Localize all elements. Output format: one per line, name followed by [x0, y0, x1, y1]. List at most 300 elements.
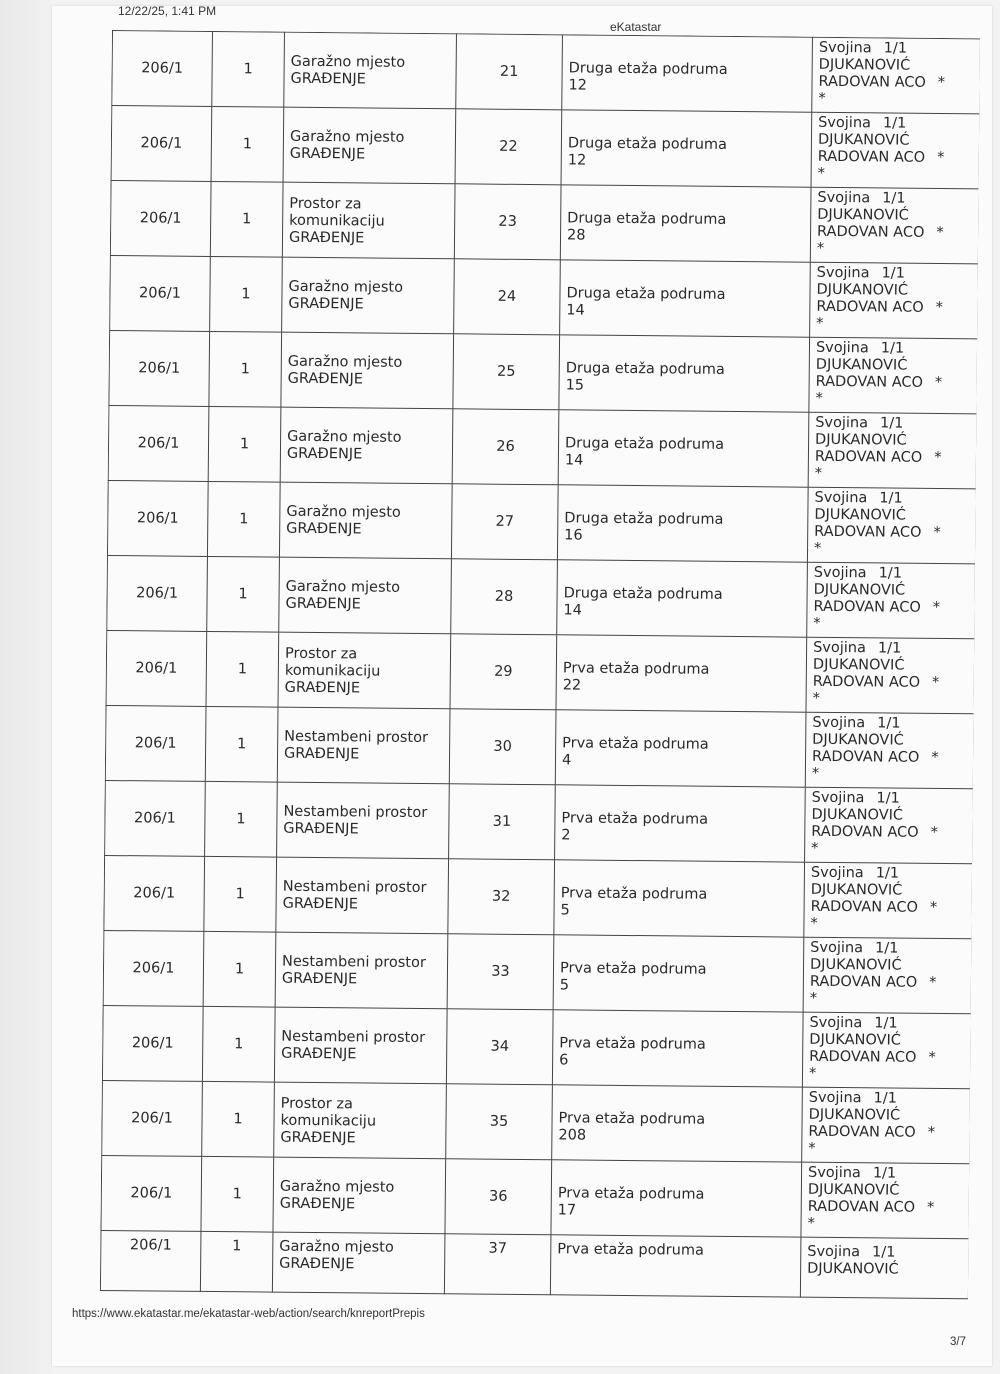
- asterisk-mark-2: *: [808, 1140, 816, 1157]
- floor-level-cell: [556, 635, 807, 712]
- parcel-number-cell: 206/1: [101, 1155, 202, 1231]
- description-cell: [272, 1232, 445, 1294]
- right-type: Svojina: [815, 339, 869, 357]
- description-line: Garažno mjesto: [287, 353, 403, 371]
- table-row: [108, 405, 977, 488]
- right-type: Svojina: [813, 639, 866, 657]
- asterisk-mark: *: [926, 1199, 935, 1216]
- table-row: [104, 855, 973, 938]
- owner-name-line: [812, 749, 967, 767]
- description-line: Nestambeni prostor: [283, 803, 428, 822]
- asterisk-mark-2: *: [811, 840, 819, 857]
- floor-level-text: Druga etaža podruma: [568, 60, 728, 78]
- table-row: [111, 106, 980, 189]
- floor-level-text: Druga etaža podruma: [563, 585, 723, 603]
- unit-number-cell: 27: [451, 484, 558, 560]
- owner-name-line: [813, 674, 968, 692]
- table-row: [102, 1080, 971, 1163]
- description-line: GRAĐENJE: [283, 820, 359, 838]
- area-value: 5: [560, 902, 570, 919]
- unit-number-cell: 26: [452, 409, 559, 485]
- parcel-number-cell: 206/1: [110, 180, 211, 256]
- owner-given-name: RADOVAN ACO: [807, 1198, 916, 1216]
- table-row: [107, 480, 976, 563]
- ownership-share: 1/1: [882, 190, 906, 207]
- asterisk-mark: *: [927, 1124, 936, 1141]
- area-value: 4: [561, 752, 572, 769]
- parcel-number-cell: 206/1: [112, 31, 213, 107]
- parcel-number-cell: 206/1: [103, 930, 204, 1006]
- ownership-share: 1/1: [879, 415, 904, 432]
- floor-level-cell: [562, 35, 813, 112]
- ownership-type-line: [818, 115, 973, 133]
- description-line: komunikaciju: [289, 212, 385, 230]
- unit-number-cell: 22: [455, 109, 562, 185]
- owner-surname: DJUKANOVIĆ: [813, 581, 906, 599]
- description-line: GRAĐENJE: [284, 679, 361, 696]
- description-line: GRAĐENJE: [287, 370, 364, 388]
- area-value: 12: [567, 152, 587, 169]
- owner-name-line: [811, 824, 966, 842]
- asterisk-mark: *: [928, 1049, 936, 1066]
- asterisk-mark: *: [932, 674, 940, 691]
- area-value: 16: [564, 527, 583, 544]
- area-value: 22: [562, 677, 582, 694]
- area-value: 208: [558, 1127, 587, 1144]
- part-number-cell: 1: [205, 706, 278, 782]
- floor-level-cell: [560, 185, 811, 262]
- owner-given-name: RADOVAN ACO: [817, 148, 926, 166]
- owner-given-name: RADOVAN ACO: [815, 373, 924, 391]
- asterisk-mark-2: *: [816, 240, 825, 257]
- ownership-cell: [804, 862, 973, 939]
- description-cell: [282, 182, 455, 259]
- ownership-cell: [811, 112, 980, 189]
- ownership-cell: [800, 1237, 969, 1299]
- description-line: GRAĐENJE: [286, 520, 362, 538]
- ownership-share: 1/1: [880, 340, 905, 357]
- ownership-type-line: [809, 1015, 964, 1033]
- description-line: GRAĐENJE: [285, 595, 361, 613]
- description-line: Garažno mjesto: [279, 1238, 394, 1256]
- unit-number-cell: 24: [454, 259, 561, 335]
- description-line: GRAĐENJE: [290, 70, 366, 88]
- asterisk-mark: *: [937, 74, 946, 91]
- table-row: [109, 330, 978, 413]
- ownership-cell: [810, 187, 979, 264]
- area-value: 2: [561, 827, 571, 844]
- floor-level-cell: [557, 560, 808, 637]
- floor-level-text: Prva etaža podruma: [562, 660, 710, 678]
- asterisk-mark: *: [929, 899, 938, 916]
- floor-level-text: Druga etaža podruma: [564, 435, 725, 453]
- part-number-cell: 1: [211, 106, 284, 182]
- print-datetime: 12/22/25, 1:41 PM: [118, 4, 217, 18]
- ownership-cell: [809, 337, 978, 414]
- description-cell: [282, 257, 455, 334]
- unit-number-cell: 23: [454, 184, 561, 260]
- owner-surname: DJUKANOVIĆ: [809, 956, 902, 974]
- ownership-share: 1/1: [874, 1015, 898, 1032]
- ownership-type-line: [814, 565, 969, 583]
- owner-given-name: RADOVAN ACO: [811, 823, 919, 841]
- owner-name-line: [807, 1278, 962, 1296]
- owner-given-name: RADOVAN ACO: [809, 973, 918, 991]
- ownership-share: 1/1: [878, 565, 903, 582]
- right-type: Svojina: [818, 114, 872, 132]
- table-body: [100, 31, 980, 1299]
- description-line: GRAĐENJE: [282, 895, 359, 913]
- description-line: komunikaciju: [284, 662, 381, 680]
- floor-level-text: Prva etaža podruma: [559, 1035, 706, 1053]
- table-row: [112, 31, 980, 114]
- part-number-cell: 1: [210, 181, 283, 257]
- floor-level-cell: [557, 485, 808, 562]
- description-line: GRAĐENJE: [286, 445, 363, 463]
- owner-name-line: [810, 974, 965, 992]
- ownership-share: 1/1: [876, 790, 900, 807]
- description-cell: [277, 707, 450, 784]
- asterisk-mark-2: *: [810, 915, 818, 932]
- description-cell: [273, 1157, 446, 1234]
- table-row: [105, 705, 974, 788]
- parcel-number-cell: 206/1: [102, 1080, 203, 1156]
- floor-level-cell: [559, 335, 810, 412]
- description-cell: [278, 632, 451, 709]
- owner-surname: DJUKANOVIĆ: [810, 881, 903, 899]
- description-line: GRAĐENJE: [281, 1045, 357, 1063]
- unit-number-cell: 34: [446, 1009, 553, 1085]
- description-cell: [279, 557, 452, 634]
- owner-given-name: RADOVAN ACO: [814, 448, 923, 466]
- asterisk-mark: *: [933, 524, 941, 541]
- owner-given-name: RADOVAN ACO: [808, 1123, 916, 1141]
- description-cell: [281, 332, 454, 409]
- ownership-share: 1/1: [875, 865, 900, 882]
- right-type: Svojina: [807, 1243, 861, 1261]
- ownership-type-line: [812, 715, 967, 733]
- description-cell: [276, 857, 449, 934]
- ownership-type-line: [816, 340, 971, 358]
- owner-given-name: RADOVAN ACO: [810, 898, 919, 916]
- table-row: [100, 1230, 969, 1298]
- right-type: Svojina: [814, 489, 868, 507]
- ownership-share: 1/1: [877, 715, 901, 732]
- floor-level-text: Prva etaža podruma: [561, 810, 709, 828]
- description-line: GRAĐENJE: [283, 745, 360, 763]
- asterisk-mark-2: *: [809, 990, 818, 1007]
- description-line: GRAĐENJE: [289, 145, 366, 163]
- description-line: Garažno mjesto: [286, 503, 401, 521]
- right-type: Svojina: [818, 39, 872, 57]
- part-number-cell: 1: [203, 931, 276, 1007]
- table-row: [110, 180, 979, 263]
- ownership-cell: [805, 787, 974, 864]
- ownership-type-line: [817, 190, 972, 208]
- table-row: [110, 255, 979, 338]
- parcel-number-cell: 206/1: [100, 1230, 201, 1291]
- parcel-number-cell: 206/1: [109, 330, 210, 406]
- asterisk-mark-2: *: [817, 165, 825, 182]
- ownership-cell: [805, 712, 974, 789]
- owner-given-name: RADOVAN ACO: [813, 598, 921, 616]
- floor-level-cell: [561, 110, 812, 187]
- floor-level-cell: [554, 860, 805, 937]
- table-row: [102, 1005, 971, 1088]
- owner-given-name: RADOVAN ACO: [817, 223, 925, 241]
- parcel-number-cell: 206/1: [108, 405, 209, 481]
- print-site-title: eKatastar: [610, 20, 662, 34]
- description-line: Garažno mjesto: [290, 53, 406, 71]
- description-line: Prostor za: [284, 645, 358, 662]
- floor-level-cell: [555, 785, 806, 862]
- floor-level-cell: [553, 935, 804, 1012]
- floor-level-cell: [552, 1010, 803, 1087]
- floor-level-text: Prva etaža podruma: [557, 1241, 704, 1259]
- part-number-cell: 1: [205, 781, 278, 857]
- ownership-cell: [806, 637, 975, 714]
- floor-level-cell: [552, 1085, 803, 1162]
- ownership-type-line: [810, 940, 965, 958]
- floor-level-text: Prva etaža podruma: [560, 885, 708, 903]
- part-number-cell: 1: [209, 331, 282, 407]
- right-type: Svojina: [808, 1089, 862, 1107]
- scan-edge: [0, 0, 52, 1374]
- right-type: Svojina: [817, 189, 871, 207]
- ownership-share: 1/1: [872, 1165, 897, 1182]
- unit-number-cell: 35: [446, 1084, 553, 1160]
- ownership-share: 1/1: [882, 115, 907, 132]
- floor-level-text: Druga etaža podruma: [564, 510, 724, 528]
- table-row: [101, 1155, 970, 1238]
- parcel-number-cell: 206/1: [102, 1005, 203, 1081]
- description-cell: [274, 1082, 447, 1159]
- asterisk-mark: *: [936, 224, 944, 241]
- description-line: Garažno mjesto: [289, 128, 405, 146]
- floor-level-cell: [555, 710, 806, 787]
- ownership-share: 1/1: [873, 1090, 897, 1107]
- right-type: Svojina: [816, 264, 870, 282]
- area-value: 14: [566, 302, 585, 319]
- description-line: Nestambeni prostor: [284, 728, 429, 747]
- owner-surname: DJUKANOVIĆ: [807, 1181, 900, 1199]
- area-value: 14: [564, 452, 584, 469]
- ownership-cell: [801, 1162, 970, 1239]
- asterisk-mark: *: [937, 149, 945, 166]
- owner-surname: DJUKANOVIĆ: [812, 731, 904, 749]
- part-number-cell: 1: [202, 1081, 275, 1157]
- ownership-share: 1/1: [877, 640, 902, 657]
- owner-given-name: RADOVAN ACO: [811, 748, 920, 766]
- parcel-number-cell: 206/1: [111, 106, 212, 182]
- ownership-cell: [802, 1012, 971, 1089]
- part-number-cell: 1: [212, 31, 285, 107]
- ownership-type-line: [815, 415, 970, 433]
- table-row: [107, 555, 976, 638]
- floor-level-text: Druga etaža podruma: [567, 210, 727, 228]
- description-line: GRAĐENJE: [288, 295, 364, 313]
- right-type: Svojina: [812, 714, 866, 732]
- owner-name-line: [808, 1124, 963, 1142]
- description-cell: [275, 932, 448, 1009]
- description-cell: [280, 407, 453, 484]
- floor-level-text: Prva etaža podruma: [557, 1185, 705, 1203]
- parcel-number-cell: 206/1: [110, 255, 211, 331]
- description-line: Prostor za: [280, 1095, 353, 1112]
- asterisk-mark-2: *: [816, 315, 824, 332]
- part-number-cell: 1: [202, 1006, 275, 1082]
- asterisk-mark: *: [934, 374, 943, 391]
- floor-level-text: Prva etaža podruma: [558, 1110, 706, 1128]
- owner-name-line: [814, 524, 969, 542]
- description-line: Nestambeni prostor: [281, 953, 426, 972]
- ownership-cell: [808, 412, 977, 489]
- unit-number-cell: 21: [456, 34, 563, 110]
- page-number: 3/7: [950, 1336, 966, 1348]
- asterisk-mark: *: [930, 824, 938, 841]
- unit-number-cell: 32: [448, 859, 555, 935]
- description-line: GRAĐENJE: [279, 1195, 356, 1213]
- ownership-cell: [810, 262, 979, 339]
- owner-given-name: RADOVAN ACO: [818, 73, 926, 91]
- description-line: Nestambeni prostor: [282, 878, 427, 897]
- part-number-cell: 1: [210, 256, 283, 332]
- owner-surname: DJUKANOVIĆ: [815, 356, 908, 374]
- description-cell: [277, 782, 450, 859]
- part-number-cell: 1: [206, 631, 279, 707]
- table-row: [103, 930, 972, 1013]
- right-type: Svojina: [815, 414, 869, 432]
- ownership-share: 1/1: [879, 490, 903, 507]
- area-value: 28: [566, 227, 586, 244]
- unit-number-cell: 29: [450, 634, 557, 710]
- part-number-cell: 1: [201, 1156, 274, 1232]
- part-number-cell: 1: [207, 481, 280, 557]
- description-line: Nestambeni prostor: [281, 1028, 426, 1047]
- area-value: 17: [557, 1202, 577, 1219]
- parcel-number-cell: 206/1: [107, 555, 208, 631]
- ownership-type-line: [817, 265, 972, 283]
- asterisk-mark-2: *: [818, 90, 826, 107]
- area-value: 15: [565, 377, 585, 394]
- description-line: Prostor za: [289, 195, 362, 212]
- owner-name-line: [816, 374, 971, 392]
- asterisk-mark-2: *: [813, 615, 821, 632]
- description-cell: [274, 1007, 447, 1084]
- unit-number-cell: 25: [453, 334, 560, 410]
- owner-name-line: [809, 1049, 964, 1067]
- ownership-cell: [807, 562, 976, 639]
- parcel-number-cell: 206/1: [107, 480, 208, 556]
- owner-surname: DJUKANOVIĆ: [816, 281, 909, 299]
- owner-name-line: [813, 599, 968, 617]
- ownership-type-line: [808, 1165, 963, 1183]
- asterisk-mark: *: [931, 749, 939, 766]
- floor-level-text: Prva etaža podruma: [559, 960, 707, 978]
- floor-level-text: Druga etaža podruma: [567, 135, 728, 153]
- area-value: 5: [559, 977, 570, 994]
- right-type: Svojina: [813, 564, 867, 582]
- owner-surname: DJUKANOVIĆ: [809, 1031, 901, 1049]
- owner-surname: DJUKANOVIĆ: [811, 806, 904, 824]
- owner-name-line: [817, 224, 972, 242]
- owner-name-line: [818, 74, 973, 92]
- area-value: 6: [559, 1052, 569, 1069]
- asterisk-mark: *: [929, 974, 937, 991]
- parcel-number-cell: 206/1: [106, 630, 207, 706]
- ownership-type-line: [813, 640, 968, 658]
- ownership-type-line: [812, 790, 967, 808]
- owner-surname: DJUKANOVIĆ: [817, 206, 909, 224]
- floor-level-text: Druga etaža podruma: [565, 360, 725, 378]
- owner-name-line: [818, 149, 973, 167]
- owner-surname: DJUKANOVIĆ: [814, 506, 907, 524]
- floor-level-text: Prva etaža podruma: [562, 735, 709, 753]
- floor-level-cell: [551, 1160, 802, 1237]
- owner-given-name: RADOVAN ACO: [809, 1048, 917, 1066]
- description-line: Garažno mjesto: [285, 578, 401, 596]
- description-line: Garažno mjesto: [288, 278, 404, 296]
- ownership-type-line: [811, 865, 966, 883]
- table-row: [106, 630, 975, 713]
- ownership-type-line: [819, 40, 974, 58]
- unit-number-cell: 31: [449, 784, 556, 860]
- unit-number-cell: 36: [445, 1159, 552, 1235]
- table-container: [100, 30, 980, 1328]
- owner-name-line: [808, 1199, 963, 1217]
- owner-given-name: RADOVAN ACO: [812, 673, 921, 691]
- owner-surname: DJUKANOVIĆ: [807, 1260, 899, 1278]
- asterisk-mark: *: [935, 299, 944, 316]
- ownership-share: 1/1: [881, 265, 905, 282]
- asterisk-mark-2: *: [811, 765, 820, 782]
- asterisk-mark: *: [934, 449, 942, 466]
- parcel-number-cell: 206/1: [105, 780, 206, 856]
- unit-number-cell: 33: [447, 934, 554, 1010]
- ownership-share: 1/1: [872, 1244, 896, 1261]
- asterisk-mark-2: *: [807, 1215, 815, 1232]
- owner-name-line: [811, 899, 966, 917]
- floor-level-cell: [558, 410, 809, 487]
- ownership-cell: [807, 487, 976, 564]
- description-line: Garažno mjesto: [279, 1178, 395, 1196]
- asterisk-mark-2: *: [814, 465, 823, 482]
- ownership-type-line: [809, 1090, 964, 1108]
- owner-surname: DJUKANOVIĆ: [817, 131, 910, 149]
- description-cell: [279, 482, 452, 559]
- owner-given-name: RADOVAN ACO: [816, 298, 924, 316]
- description-line: GRAĐENJE: [288, 229, 365, 246]
- description-line: GRAĐENJE: [281, 970, 358, 988]
- unit-number-cell: 30: [449, 709, 556, 785]
- owner-given-name: RADOVAN ACO: [814, 523, 922, 541]
- ownership-type-line: [807, 1244, 962, 1262]
- ownership-cell: [802, 1087, 971, 1164]
- owner-surname: DJUKANOVIĆ: [818, 56, 911, 74]
- ownership-cell: [812, 37, 980, 114]
- ownership-cell: [803, 937, 972, 1014]
- description-cell: [283, 107, 456, 184]
- right-type: Svojina: [810, 864, 864, 882]
- description-line: GRAĐENJE: [280, 1129, 356, 1146]
- unit-number-cell: 28: [451, 559, 558, 635]
- part-number-cell: 1: [204, 856, 277, 932]
- print-url: https://www.ekatastar.me/ekatastar-web/action/search/knreportPrepis: [72, 1308, 425, 1320]
- property-table: [100, 30, 980, 1299]
- description-line: komunikaciju: [280, 1112, 377, 1130]
- right-type: Svojina: [807, 1164, 861, 1182]
- owner-surname: DJUKANOVIĆ: [812, 656, 905, 674]
